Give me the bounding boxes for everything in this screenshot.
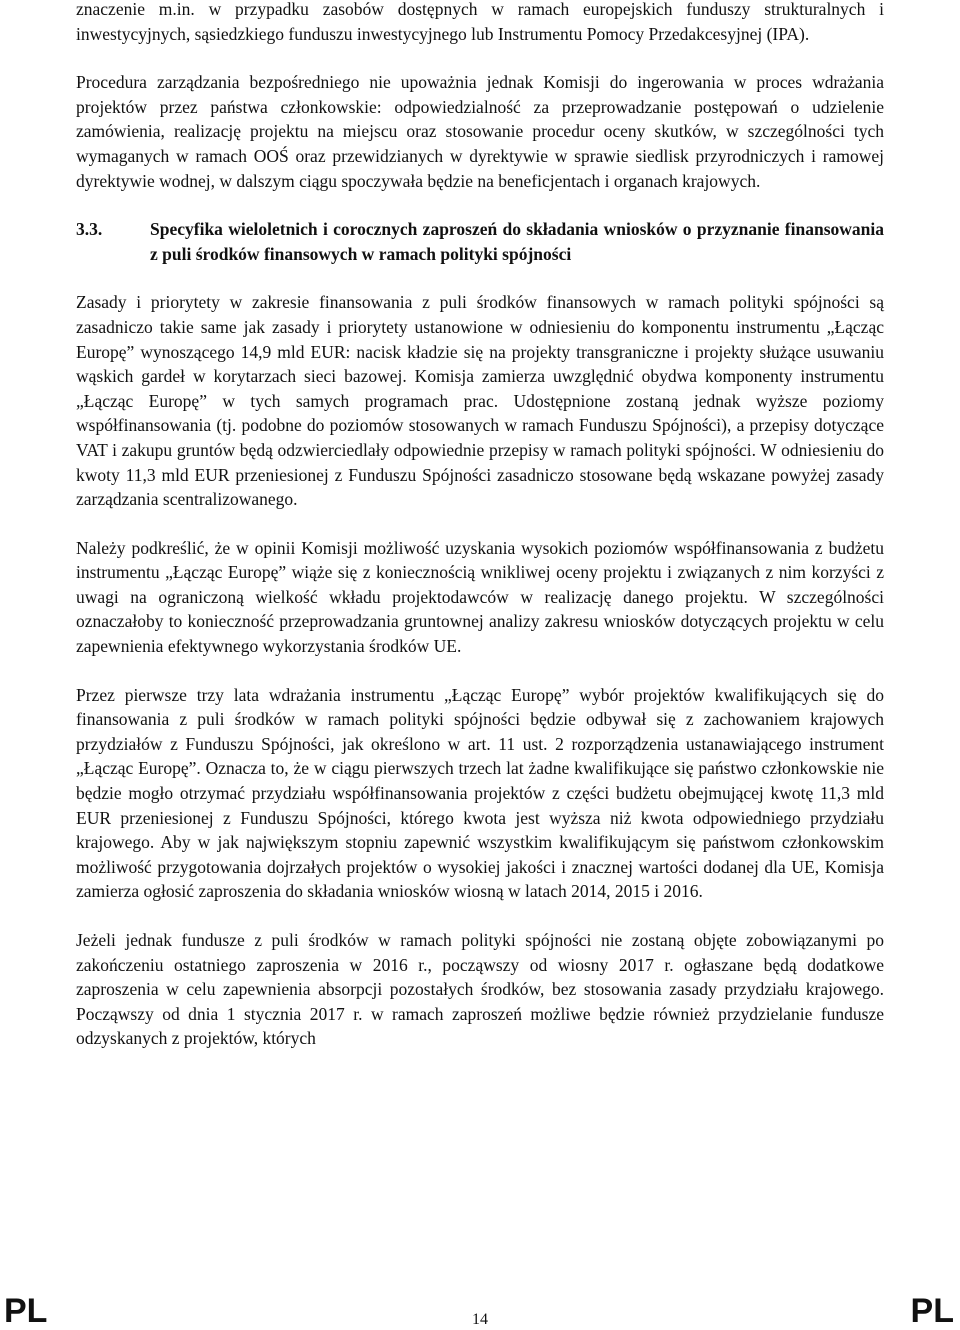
footer-language-label-left: PL — [4, 1292, 48, 1330]
paragraph-direct-management: Procedura zarządzania bezpośredniego nie upoważnia jednak Komisji do ingerowania w proces wdrażania projektów przez państwa członkowskie: odpowiedzialność za przeprowadzanie postępowań o udzielenie zamówienia, realizację projektu na miejscu oraz stosowanie procedur oceny skutków, w szczególności tych wymaganych w ramach OOŚ oraz przewidzianych w dyrektywie w sprawie siedlisk przyrodniczych i ramowej dyrektywie wodnej, w dalszym ciągu spoczywała będzie na beneficjentach i organach krajowych. — [76, 72, 884, 191]
section-title: Specyfika wieloletnich i corocznych zaproszeń do składania wniosków o przyznanie finansowania z puli środków finansowych w ramach polityki spójności — [150, 219, 884, 264]
document-page — [76, 0, 884, 1051]
footer-language-label-right: PL — [910, 1292, 954, 1330]
paragraph-cofinancing-assessment: Należy podkreślić, że w opinii Komisji możliwość uzyskania wysokich poziomów współfinansowania z budżetu instrumentu „Łącząc Europę” wiąże się z koniecznością wnikliwej oceny projektu i związanych z nim korzyści z uwagi na ograniczoną wielkość wkładu projektodawców w realizację danego projektu. W szczególności oznaczałoby to konieczność przeprowadzania gruntownej analizy zakresu wniosków dotyczących projektu w celu zapewnienia efektywnego wykorzystania środków UE. — [76, 537, 884, 657]
section-number: 3.3. — [76, 219, 103, 240]
paragraph-additional-calls: Jeżeli jednak fundusze z puli środków w ramach polityki spójności nie zostaną objęte zobowiązanymi po zakończeniu ostatniego zaproszenia w 2016 r., począwszy od wiosny 2017 r. ogłaszane będą dodatkowe zaproszenia w celu zapewnienia absorpcji pozostałych środków, bez stosowania zasady przydziału krajowego. Począwszy od dnia 1 stycznia 2017 r. w ramach zaproszeń możliwe będzie również przydzielanie fundusze odzyskanych z projektów, których — [76, 930, 884, 1049]
section-heading — [76, 217, 884, 266]
paragraph-continuation: znaczenie m.in. w przypadku zasobów dostępnych w ramach europejskich funduszy strukturalnych i inwestycyjnych, sąsiedzkiego funduszu inwestycyjnego lub Instrumentu Pomocy Przedakcesyjnej (IPA). — [76, 0, 884, 44]
page-number: 14 — [472, 1311, 488, 1328]
paragraph-funding-principles: Zasady i priorytety w zakresie finansowania z puli środków finansowych w ramach polityki spójności są zasadniczo takie same jak zasady i priorytety ustanowione w odniesieniu do komponentu instrumentu „Łącząc Europę” wynoszącego 14,9 mld EUR: nacisk kładzie się na projekty transgraniczne i projekty służące usuwaniu wąskich gardeł w korytarzach sieci bazowej. Komisja zamierza uwzględnić obydwa komponenty instrumentu „Łącząc Europę” w tych samych programach prac. Udostępnione zostaną jednak wyższe poziomy współfinansowania (tj. podobne do poziomów stosowanych w ramach Funduszu Spójności), a przepisy dotyczące VAT i zakupu gruntów będą odzwierciedlały odpowiednie przepisy w ramach polityki spójności. W odniesieniu do kwoty 11,3 mld EUR przeniesionej z Funduszu Spójności zasadniczo stosowane będą wskazane powyżej zasady zarządzania scentralizowanego. — [76, 292, 884, 510]
paragraph-first-three-years: Przez pierwsze trzy lata wdrażania instrumentu „Łącząc Europę” wybór projektów kwalifikujących się do finansowania z puli środków w ramach polityki spójności będzie odbywał się z zachowaniem krajowych przydziałów z Funduszu Spójności, jak określono w art. 11 ust. 2 rozporządzenia ustanawiającego instrument „Łącząc Europę”. Oznacza to, że w ciągu pierwszych trzech lat żadne kwalifikujące się państwo członkowskie nie będzie mogło otrzymać przydziału współfinansowania projektów z części budżetu obejmującej kwotę 11,3 mld EUR przeniesionej z Funduszu Spójności, którego kwota jest wyższa niż kwota odpowiedniego przydziału krajowego. Aby w jak największym stopniu zapewnić wszystkim kwalifikującym się państwom członkowskim możliwość przygotowania dojrzałych projektów o wysokiej jakości i znacznej wartości dodanej dla UE, Komisja zamierza ogłosić zaproszenia do składania wniosków wiosną w latach 2014, 2015 i 2016. — [76, 684, 884, 902]
